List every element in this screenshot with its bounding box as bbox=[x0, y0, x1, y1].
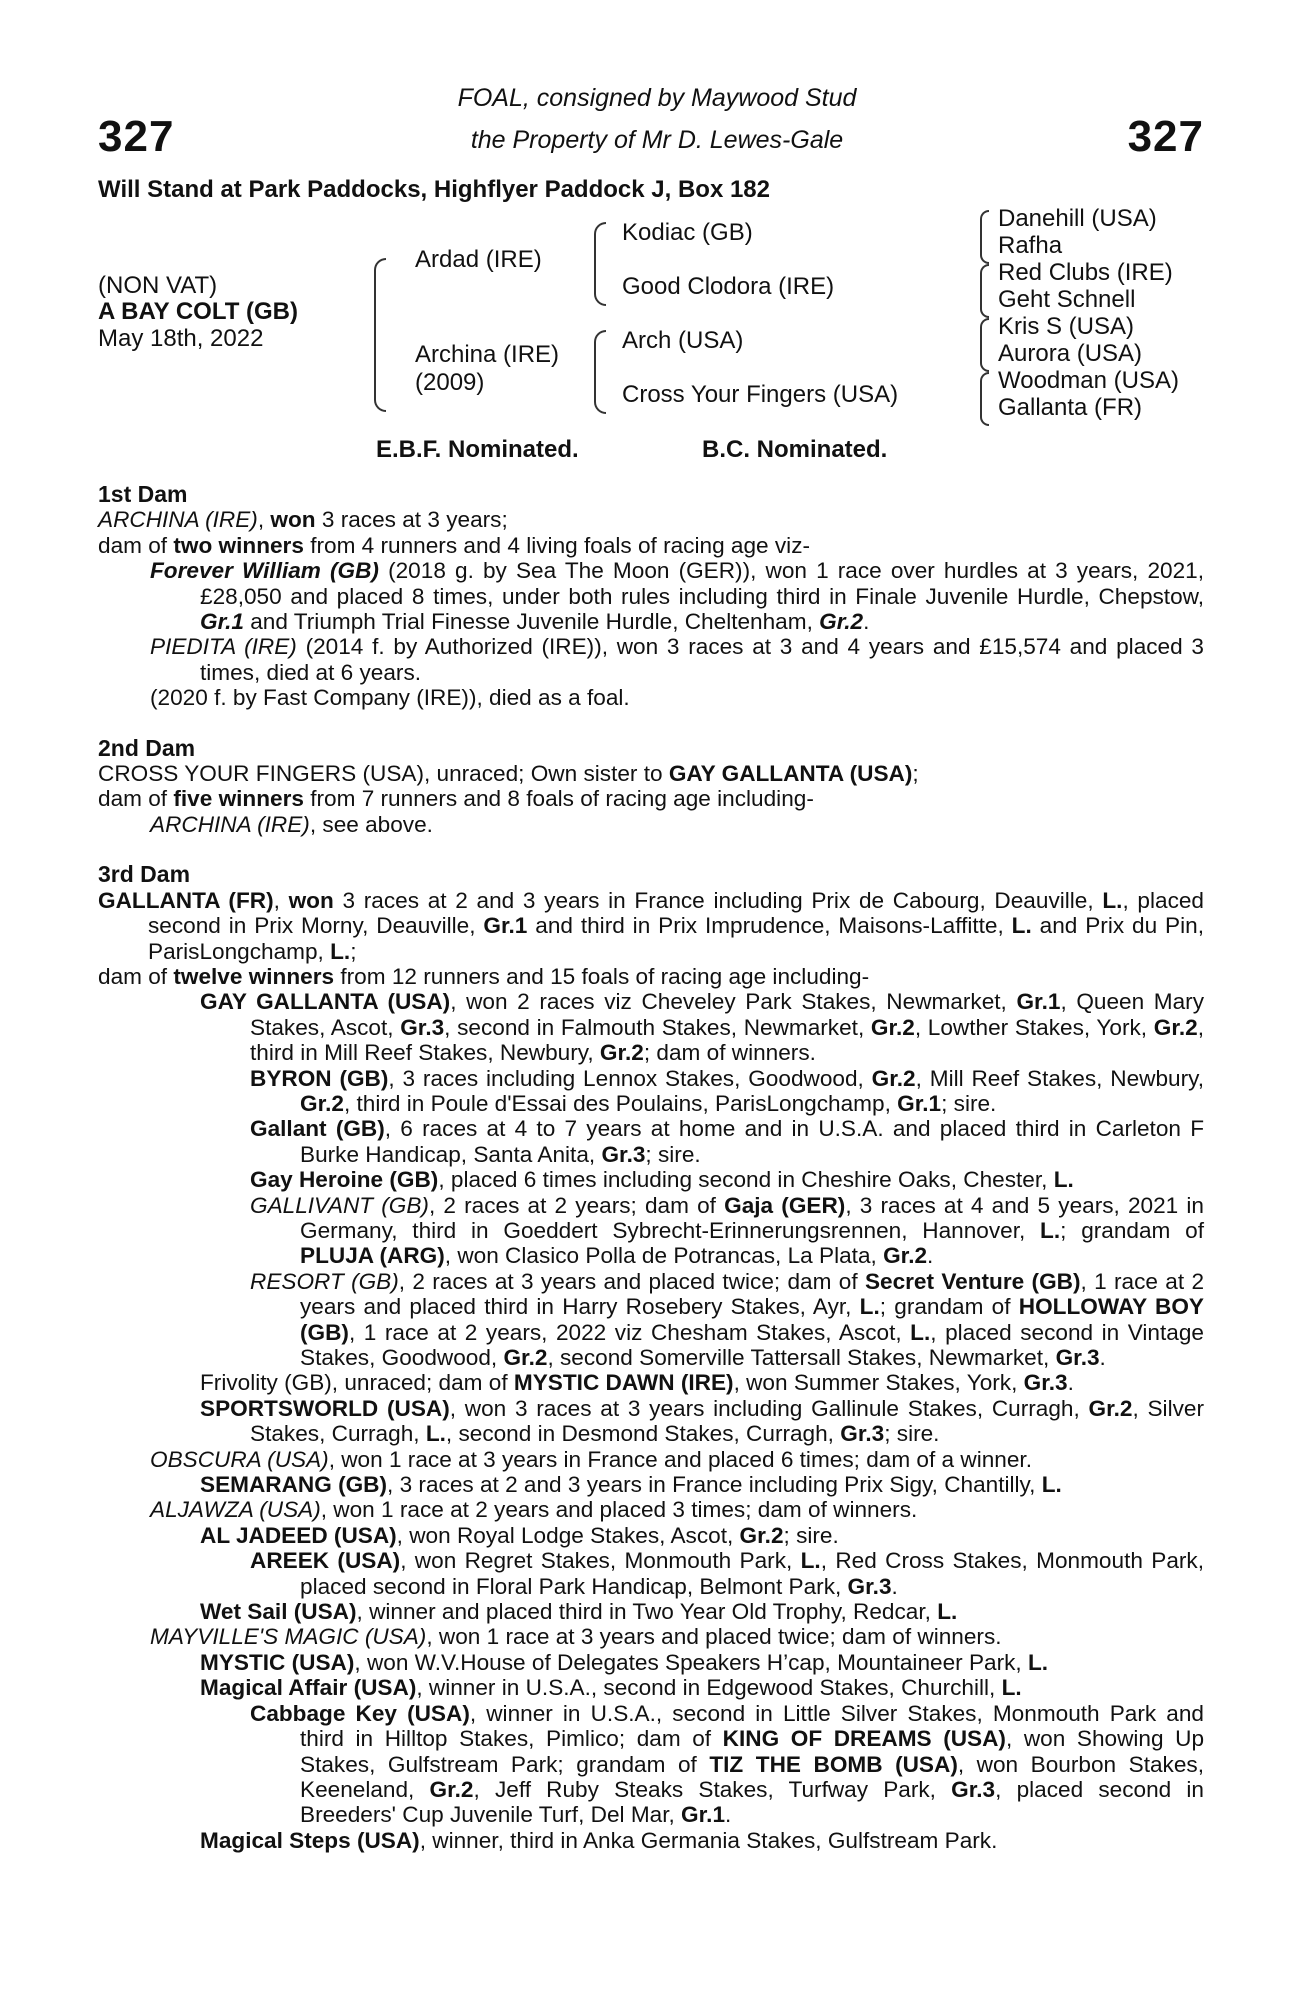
text-run: Gr.3 bbox=[847, 1573, 892, 1599]
text-run: SEMARANG (GB) bbox=[200, 1472, 388, 1498]
text-run: L. bbox=[1040, 1217, 1061, 1243]
text-run: ; grandam of bbox=[1060, 1217, 1204, 1243]
entry-paragraph bbox=[98, 989, 1204, 1065]
pedigree-sdd: Geht Schnell bbox=[998, 286, 1136, 313]
text-run: Magical Affair (USA) bbox=[200, 1675, 417, 1701]
text-run: Gr.2 bbox=[1088, 1395, 1133, 1421]
text-run: L. bbox=[1041, 1472, 1062, 1498]
text-run: Gr.3 bbox=[951, 1776, 996, 1802]
text-run: from 4 runners and 4 living foals of racing age viz- bbox=[303, 532, 811, 558]
pedigree-sss: Danehill (USA) bbox=[998, 205, 1157, 232]
text-run: . bbox=[1099, 1345, 1106, 1370]
text-run: , 2 races at 2 years; dam of bbox=[428, 1192, 725, 1218]
text-run: , Silver Stakes, Curragh, bbox=[250, 1395, 1204, 1447]
text-run: AL JADEED (USA) bbox=[200, 1522, 397, 1548]
text-run: , won Royal Lodge Stakes, Ascot, bbox=[396, 1522, 740, 1548]
text-run: , Jeff Ruby Steaks Stakes, Turfway Park, bbox=[473, 1776, 952, 1802]
text-run: , won Regret Stakes, Monmouth Park, bbox=[400, 1548, 801, 1574]
text-run: ARCHINA (IRE) bbox=[98, 507, 258, 533]
text-run: L. bbox=[425, 1421, 446, 1447]
section-heading: 3rd Dam bbox=[98, 861, 191, 888]
text-run: Gr.2 bbox=[599, 1040, 644, 1066]
consignor-line-1: FOAL, consigned by Maywood Stud bbox=[457, 84, 857, 112]
text-run: , second in Falmouth Stakes, Newmarket, bbox=[444, 1014, 871, 1040]
text-run: ; sire. bbox=[884, 1421, 940, 1447]
text-run: Gr.3 bbox=[1055, 1345, 1100, 1370]
text-run: . bbox=[863, 609, 870, 635]
pedigree-dam-sire: Arch (USA) bbox=[622, 327, 744, 354]
vat-status: (NON VAT) bbox=[98, 272, 218, 299]
pedigree-brace-main bbox=[374, 258, 386, 412]
pedigree-brace-ds bbox=[980, 318, 989, 372]
text-run: . bbox=[891, 1573, 898, 1599]
text-run: , placed second in Vintage Stakes, Goodwood, bbox=[300, 1319, 1204, 1370]
text-run: , 3 races at 4 and 5 years, 2021 in Germany, third in Goeddert Sybrecht-Erinnerungsrennen, Hannover, bbox=[300, 1192, 1204, 1243]
text-run: Gr.2 bbox=[883, 1243, 928, 1269]
text-run: Gr.1 bbox=[200, 609, 244, 635]
section-heading: 1st Dam bbox=[98, 481, 188, 507]
entry-paragraph bbox=[98, 1523, 1204, 1548]
text-run: L. bbox=[1001, 1675, 1022, 1701]
text-run: ; dam of winners. bbox=[643, 1040, 816, 1066]
entry-paragraph bbox=[98, 507, 1204, 532]
pedigree-dam-dam: Cross Your Fingers (USA) bbox=[622, 381, 899, 408]
text-run: , 3 races including Lennox Stakes, Goodwood, bbox=[388, 1065, 872, 1091]
text-run: Gr.2 bbox=[739, 1522, 784, 1548]
text-run: , won Summer Stakes, York, bbox=[733, 1370, 1024, 1396]
entry-paragraph bbox=[98, 1624, 1204, 1649]
text-run: , 1 race at 2 years and placed third in Harry Rosebery Stakes, Ayr, bbox=[300, 1268, 1205, 1320]
text-run: ; sire. bbox=[783, 1522, 839, 1548]
entry-paragraph bbox=[98, 1116, 1204, 1167]
entry-paragraph bbox=[98, 1193, 1204, 1269]
entry-paragraph bbox=[98, 812, 1204, 837]
entry-paragraph bbox=[98, 1701, 1204, 1828]
entry-paragraph bbox=[98, 1497, 1204, 1522]
text-run: Gr.3 bbox=[1023, 1370, 1068, 1396]
text-run: L. bbox=[1027, 1649, 1049, 1675]
text-run: L. bbox=[1053, 1167, 1074, 1193]
text-run: Cabbage Key (USA) bbox=[250, 1700, 470, 1726]
pedigree-dam: Archina (IRE) bbox=[415, 341, 560, 368]
text-run: L. bbox=[937, 1599, 958, 1625]
text-run: twelve winners bbox=[173, 963, 335, 989]
text-run: (2020 f. by Fast Company (IRE)), died as a foal. bbox=[150, 685, 630, 711]
text-run: Secret Venture (GB) bbox=[864, 1268, 1081, 1294]
text-run: L. bbox=[910, 1319, 931, 1345]
text-run: Gr.1 bbox=[1016, 989, 1061, 1015]
entry-paragraph bbox=[98, 888, 1204, 964]
pedigree-dss: Kris S (USA) bbox=[998, 313, 1135, 340]
pedigree-brace-sire bbox=[594, 222, 606, 306]
text-run: from 7 runners and 8 foals of racing age including- bbox=[303, 786, 814, 812]
text-run: , 6 races at 4 to 7 years at home and in U.S.A. and placed third in Carleton F Burke Handicap, Santa Anita, bbox=[300, 1116, 1204, 1167]
text-run: Gr.3 bbox=[601, 1141, 646, 1167]
entry-paragraph bbox=[98, 1548, 1204, 1599]
entry-paragraph bbox=[98, 1447, 1204, 1472]
pedigree-dsd: Aurora (USA) bbox=[998, 340, 1143, 367]
text-run: CROSS YOUR FINGERS (USA), unraced; Own sister to bbox=[98, 761, 669, 787]
text-run: L. bbox=[800, 1548, 821, 1574]
text-run: L. bbox=[859, 1294, 880, 1320]
text-run: , Queen Mary Stakes, Ascot, bbox=[250, 989, 1204, 1040]
bc-nomination: B.C. Nominated. bbox=[702, 436, 888, 463]
text-run: ; sire. bbox=[645, 1141, 701, 1167]
pedigree-sire-sire: Kodiac (GB) bbox=[622, 219, 753, 246]
text-run: dam of bbox=[98, 786, 174, 812]
text-run: PLUJA (ARG) bbox=[300, 1243, 445, 1269]
consignor-line-2: the Property of Mr D. Lewes-Gale bbox=[470, 126, 844, 154]
text-run: dam of bbox=[98, 963, 174, 989]
text-run: , winner in U.S.A., second in Edgewood Stakes, Churchill, bbox=[416, 1675, 1002, 1701]
entry-paragraph bbox=[98, 1472, 1204, 1497]
text-run: BYRON (GB) bbox=[250, 1065, 389, 1091]
pedigree-dam-year: (2009) bbox=[415, 369, 485, 396]
text-run: L. bbox=[1011, 913, 1032, 939]
text-run: won bbox=[288, 887, 334, 913]
text-run: ALJAWZA (USA) bbox=[150, 1497, 321, 1523]
text-run: , Mill Reef Stakes, Newbury, bbox=[915, 1065, 1205, 1091]
pedigree-ssd: Rafha bbox=[998, 232, 1063, 259]
text-run: PIEDITA (IRE) bbox=[150, 634, 297, 660]
entry-paragraph bbox=[98, 1599, 1204, 1624]
text-run: and Prix du Pin, ParisLongchamp, bbox=[148, 913, 1204, 964]
text-run: , won 3 races at 3 years including Gallinule Stakes, Curragh, bbox=[449, 1395, 1089, 1421]
text-run: Gr.1 bbox=[897, 1090, 942, 1116]
text-run: HOLLOWAY BOY (GB) bbox=[300, 1294, 1204, 1345]
entry-paragraph bbox=[98, 964, 1204, 989]
text-run: , won Bourbon Stakes, Keeneland, bbox=[300, 1751, 1204, 1802]
pedigree-sire: Ardad (IRE) bbox=[415, 246, 542, 273]
pedigree-sds: Red Clubs (IRE) bbox=[998, 259, 1173, 286]
text-run: L. bbox=[1102, 887, 1123, 913]
text-run: SPORTSWORLD (USA) bbox=[200, 1395, 450, 1421]
entry-paragraph bbox=[98, 1650, 1204, 1675]
lot-number-left: 327 bbox=[98, 112, 175, 161]
text-run: GAY GALLANTA (USA) bbox=[668, 761, 913, 787]
text-run: , winner in U.S.A., second in Little Silver Stakes, Monmouth Park and third in Hilltop Stakes, Pimlico; dam of bbox=[300, 1700, 1204, 1752]
lot-number-right: 327 bbox=[1127, 112, 1204, 161]
text-run: RESORT (GB) bbox=[250, 1268, 399, 1294]
text-run: MYSTIC (USA) bbox=[200, 1649, 355, 1675]
text-run: OBSCURA (USA) bbox=[150, 1446, 329, 1472]
text-run: , won W.V.House of Delegates Speakers H’cap, Mountaineer Park, bbox=[354, 1649, 1028, 1675]
entry-paragraph bbox=[98, 1828, 1204, 1853]
text-run: GALLANTA (FR) bbox=[98, 887, 274, 913]
pedigree-sire-dam: Good Clodora (IRE) bbox=[622, 273, 835, 300]
pedigree-dds: Woodman (USA) bbox=[998, 367, 1179, 394]
text-run: ; bbox=[350, 938, 357, 964]
text-run: TIZ THE BOMB (USA) bbox=[709, 1751, 958, 1777]
text-run: , won 1 race at 3 years in France and placed 6 times; dam of a winner. bbox=[328, 1446, 1032, 1472]
entry-paragraph bbox=[98, 786, 1204, 811]
pedigree-brace-dd bbox=[980, 372, 989, 426]
text-run: 3 races at 2 and 3 years in France including Prix de Cabourg, Deauville, bbox=[333, 887, 1103, 913]
section-heading: 2nd Dam bbox=[98, 734, 196, 761]
text-run: , placed second in Breeders' Cup Juvenile Turf, Del Mar, bbox=[300, 1776, 1204, 1828]
text-run: Gr.2 bbox=[503, 1345, 548, 1370]
text-run: Gr.2 bbox=[429, 1776, 474, 1802]
text-run: Gr.2 bbox=[871, 1065, 916, 1091]
foaled-date: May 18th, 2022 bbox=[98, 325, 264, 352]
text-run: GAY GALLANTA (USA) bbox=[200, 989, 451, 1015]
section-spacer bbox=[98, 837, 1204, 862]
entry-paragraph bbox=[98, 1167, 1204, 1192]
text-run: , see above. bbox=[309, 811, 433, 837]
text-run: (2014 f. by Authorized (IRE)), won 3 races at 3 and 4 years and £15,574 and placed 3 times, died at 6 years. bbox=[200, 634, 1204, 685]
pedigree-brace-dam bbox=[594, 330, 606, 414]
text-run: , placed 6 times including second in Cheshire Oaks, Chester, bbox=[438, 1167, 1054, 1193]
stand-location: Will Stand at Park Paddocks, Highflyer Paddock J, Box 182 bbox=[98, 176, 770, 203]
text-run: , bbox=[273, 887, 289, 913]
text-run: , winner and placed third in Two Year Old Trophy, Redcar, bbox=[356, 1599, 938, 1625]
entry-paragraph bbox=[98, 1269, 1204, 1371]
text-run: Gay Heroine (GB) bbox=[250, 1167, 439, 1193]
text-run: and third in Prix Imprudence, Maisons-Laffitte, bbox=[527, 913, 1012, 939]
text-run: , bbox=[257, 507, 271, 533]
text-run: Gr.2 bbox=[870, 1014, 915, 1040]
text-run: , placed second in Prix Morny, Deauville, bbox=[148, 887, 1204, 939]
text-run: KING OF DREAMS (USA) bbox=[722, 1726, 1006, 1752]
text-run: . bbox=[725, 1802, 732, 1828]
text-run: , won 1 race at 3 years and placed twice; dam of winners. bbox=[426, 1624, 1002, 1650]
text-run: AREEK (USA) bbox=[250, 1548, 401, 1574]
pedigree-notes bbox=[98, 482, 1204, 1853]
text-run: Gr.2 bbox=[819, 609, 864, 635]
text-run: Gr.2 bbox=[300, 1090, 344, 1116]
text-run: , winner, third in Anka Germania Stakes, Gulfstream Park. bbox=[419, 1827, 998, 1853]
text-run: MAYVILLE'S MAGIC (USA) bbox=[150, 1624, 427, 1650]
text-run: Gr.3 bbox=[840, 1421, 885, 1447]
text-run: five winners bbox=[173, 786, 304, 812]
text-run: Wet Sail (USA) bbox=[200, 1599, 357, 1625]
text-run: . bbox=[1067, 1370, 1074, 1396]
entry-paragraph bbox=[98, 558, 1204, 634]
text-run: , second Somerville Tattersall Stakes, Newmarket, bbox=[547, 1345, 1056, 1370]
text-run: , 1 race at 2 years, 2022 viz Chesham Stakes, Ascot, bbox=[348, 1319, 911, 1345]
text-run: ; sire. bbox=[941, 1090, 997, 1116]
entry-paragraph bbox=[98, 685, 1204, 710]
text-run: , 3 races at 2 and 3 years in France including Prix Sigy, Chantilly, bbox=[387, 1472, 1042, 1498]
text-run: Gallant (GB) bbox=[250, 1116, 385, 1142]
text-run: MYSTIC DAWN (IRE) bbox=[513, 1370, 734, 1396]
ebf-nomination: E.B.F. Nominated. bbox=[376, 436, 579, 463]
text-run: , third in Poule d'Essai des Poulains, ParisLongchamp, bbox=[343, 1090, 898, 1116]
text-run: two winners bbox=[173, 532, 304, 558]
text-run: , Red Cross Stakes, Monmouth Park, placed second in Floral Park Handicap, Belmont Park, bbox=[300, 1548, 1204, 1599]
text-run: Magical Steps (USA) bbox=[200, 1827, 420, 1853]
pedigree-ddd: Gallanta (FR) bbox=[998, 394, 1143, 421]
pedigree-brace-sd bbox=[980, 264, 989, 318]
text-run: and Triumph Trial Finesse Juvenile Hurdle, Cheltenham, bbox=[243, 609, 820, 635]
text-run: L. bbox=[330, 938, 351, 964]
entry-paragraph bbox=[98, 533, 1204, 558]
entry-paragraph bbox=[98, 634, 1204, 685]
text-run: , won 1 race at 2 years and placed 3 times; dam of winners. bbox=[320, 1497, 918, 1523]
text-run: 3 races at 3 years; bbox=[315, 507, 508, 533]
text-run: Gr.1 bbox=[483, 913, 528, 939]
text-run: from 12 runners and 15 foals of racing age including- bbox=[334, 963, 870, 989]
text-run: dam of bbox=[98, 532, 174, 558]
text-run: , third in Mill Reef Stakes, Newbury, bbox=[250, 1014, 1204, 1066]
text-run: Gr.2 bbox=[1153, 1014, 1198, 1040]
text-run: . bbox=[927, 1243, 934, 1269]
text-run: , 2 races at 3 years and placed twice; dam of bbox=[398, 1268, 865, 1294]
text-run: won bbox=[270, 507, 316, 533]
entry-paragraph bbox=[98, 1370, 1204, 1395]
pedigree-brace-ss bbox=[980, 210, 989, 264]
text-run: Gr.1 bbox=[681, 1802, 726, 1828]
text-run: Gr.3 bbox=[400, 1014, 445, 1040]
text-run: ; grandam of bbox=[879, 1294, 1019, 1320]
entry-paragraph bbox=[98, 1066, 1204, 1117]
text-run: ; bbox=[912, 761, 919, 787]
text-run: GALLIVANT (GB) bbox=[250, 1192, 429, 1218]
text-run: Frivolity (GB), unraced; dam of bbox=[200, 1370, 514, 1396]
text-run: , won Clasico Polla de Potrancas, La Plata, bbox=[444, 1243, 884, 1269]
text-run: , won Showing Up Stakes, Gulfstream Park; grandam of bbox=[300, 1726, 1205, 1777]
text-run: , Lowther Stakes, York, bbox=[914, 1014, 1154, 1040]
entry-paragraph bbox=[98, 1396, 1204, 1447]
lot-title: A BAY COLT (GB) bbox=[98, 298, 299, 325]
entry-paragraph bbox=[98, 1675, 1204, 1700]
text-run: ARCHINA (IRE) bbox=[150, 811, 310, 837]
text-run: (2018 g. by Sea The Moon (GER)), won 1 race over hurdles at 3 years, 2021, £28,050 and placed 8 times, under both rules including third in Finale Juvenile Hurdle, Chepstow, bbox=[200, 558, 1204, 609]
text-run: , second in Desmond Stakes, Curragh, bbox=[445, 1421, 841, 1447]
text-run: Forever William (GB) bbox=[150, 558, 379, 584]
text-run: Gaja (GER) bbox=[724, 1192, 846, 1218]
text-run: , won 2 races viz Cheveley Park Stakes, Newmarket, bbox=[450, 989, 1017, 1015]
section-spacer bbox=[98, 711, 1204, 736]
entry-paragraph bbox=[98, 761, 1204, 786]
